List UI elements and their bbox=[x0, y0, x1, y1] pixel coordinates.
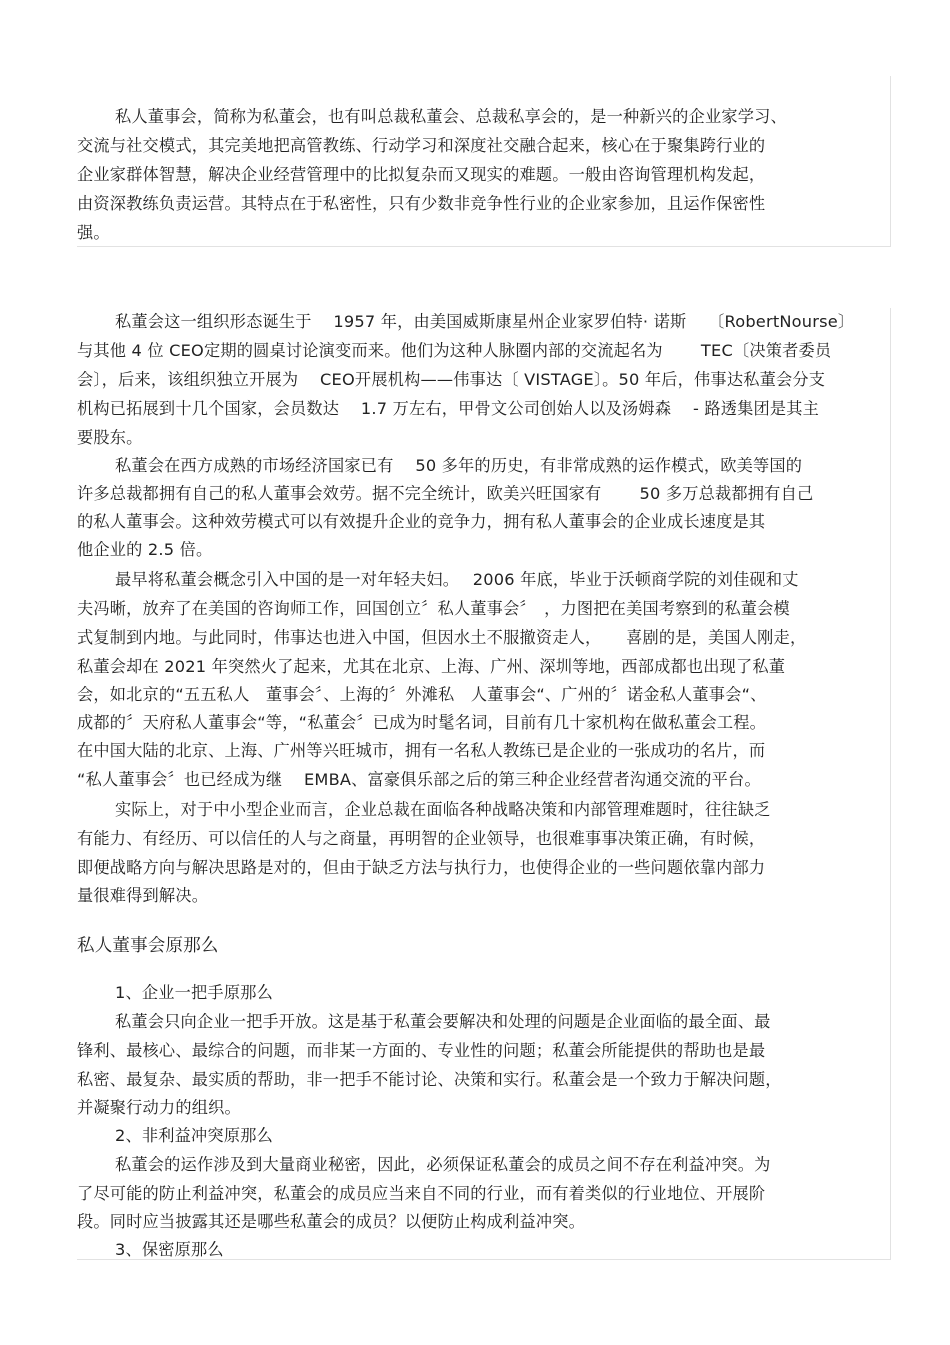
body-line: 私董会这一组织形态诞生于 1957 年，由美国威斯康星州企业家罗伯特· 诺斯 〔RobertNourse〕 bbox=[115, 312, 855, 331]
body-line: 量很难得到解决。 bbox=[77, 886, 209, 905]
body-line: 式复制到内地。与此同时，伟事达也进入中国，但因水土不服撤资走人， 喜剧的是，美国人刚走， bbox=[77, 628, 807, 647]
intro-line: 私人董事会，简称为私董会，也有叫总裁私董会、总裁私享会的，是一种新兴的企业家学习、 bbox=[115, 107, 787, 126]
subheading: 2、非利益冲突原那么 bbox=[115, 1126, 273, 1145]
body-line: 私董会的运作涉及到大量商业秘密，因此，必须保证私董会的成员之间不存在利益冲突。为 bbox=[115, 1155, 771, 1174]
subheading: 3、保密原那么 bbox=[115, 1240, 224, 1259]
intro-line: 交流与社交模式，其完美地把高管教练、行动学习和深度社交融合起来，核心在于聚集跨行业的 bbox=[77, 136, 766, 155]
body-line: 最早将私董会概念引入中国的是一对年轻夫妇。 2006 年底，毕业于沃顿商学院的刘佳砚和丈 bbox=[115, 570, 799, 589]
body-line: 私董会在西方成熟的市场经济国家已有 50 多年的历史，有非常成熟的运作模式，欧美等国的 bbox=[115, 456, 803, 475]
body-line: 会，如北京的“五五私人 董事会〞、上海的〞外滩私 人董事会“、广州的〞诺金私人董事会“、 bbox=[77, 685, 767, 704]
intro-line: 由资深教练负责运营。其特点在于私密性，只有少数非竞争性行业的企业家参加，且运作保密性 bbox=[77, 194, 766, 213]
intro-line: 企业家群体智慧，解决企业经营管理中的比拟复杂而又现实的难题。一般由咨询管理机构发起， bbox=[77, 165, 766, 184]
subheading: 1、企业一把手原那么 bbox=[115, 983, 273, 1002]
body-line: 会〕，后来，该组织独立开展为 CEO开展机构——伟事达〔 VISTAGE〕。50 年后，伟事达私董会分支 bbox=[77, 370, 826, 389]
body-section bbox=[77, 308, 891, 1260]
body-line: 在中国大陆的北京、上海、广州等兴旺城市，拥有一名私人教练已是企业的一张成功的名片，而 bbox=[77, 741, 766, 760]
body-line: 即便战略方向与解决思路是对的，但由于缺乏方法与执行力，也使得企业的一些问题依靠内部力 bbox=[77, 858, 766, 877]
body-line: 夫冯晰，放弃了在美国的咨询师工作，回国创立〞私人董事会〞 ，力图把在美国考察到的私董会模 bbox=[77, 599, 790, 618]
body-line: 他企业的 2.5 倍。 bbox=[77, 540, 213, 559]
body-line: 段。同时应当披露其还是哪些私董会的成员？以便防止构成利益冲突。 bbox=[77, 1212, 586, 1231]
body-line: 私董会却在 2021 年突然火了起来，尤其在北京、上海、广州、深圳等地，西部成都也出现了私董 bbox=[77, 657, 786, 676]
body-line: 私密、最复杂、最实质的帮助，非一把手不能讨论、决策和实行。私董会是一个致力于解决问题， bbox=[77, 1070, 782, 1089]
body-line: 成都的〞天府私人董事会“等，“私董会〞已成为时髦名词，目前有几十家机构在做私董会工程。 bbox=[77, 713, 767, 732]
body-line: 了尽可能的防止利益冲突，私董会的成员应当来自不同的行业，而有着类似的行业地位、开展阶 bbox=[77, 1184, 766, 1203]
body-line: 的私人董事会。这种效劳模式可以有效提升企业的竞争力，拥有私人董事会的企业成长速度是其 bbox=[77, 512, 766, 531]
body-line: 私董会只向企业一把手开放。这是基于私董会要解决和处理的问题是企业面临的最全面、最 bbox=[115, 1012, 771, 1031]
body-line: 并凝聚行动力的组织。 bbox=[77, 1098, 241, 1117]
intro-line: 强。 bbox=[77, 223, 110, 242]
intro-section bbox=[77, 76, 891, 247]
body-line: 与其他 4 位 CEO定期的圆桌讨论演变而来。他们为这种人脉圈内部的交流起名为 TEC〔决策者委员 bbox=[77, 341, 832, 360]
body-line: “私人董事会〞也已经成为继 EMBA、富豪俱乐部之后的第三种企业经营者沟通交流的平台。 bbox=[77, 770, 761, 789]
body-line: 要股东。 bbox=[77, 428, 143, 447]
body-line: 有能力、有经历、可以信任的人与之商量，再明智的企业领导，也很难事事决策正确，有时候， bbox=[77, 829, 766, 848]
body-line: 实际上，对于中小型企业而言，企业总裁在面临各种战略决策和内部管理难题时，往往缺乏 bbox=[115, 800, 771, 819]
body-line: 机构已拓展到十几个国家，会员数达 1.7 万左右，甲骨文公司创始人以及汤姆森 - 路透集团是其主 bbox=[77, 399, 820, 418]
body-line: 许多总裁都拥有自己的私人董事会效劳。据不完全统计，欧美兴旺国家有 50 多万总裁都拥有自己 bbox=[77, 484, 814, 503]
section-heading: 私人董事会原那么 bbox=[77, 936, 219, 956]
body-line: 锋利、最核心、最综合的问题，而非某一方面的、专业性的问题；私董会所能提供的帮助也是最 bbox=[77, 1041, 766, 1060]
